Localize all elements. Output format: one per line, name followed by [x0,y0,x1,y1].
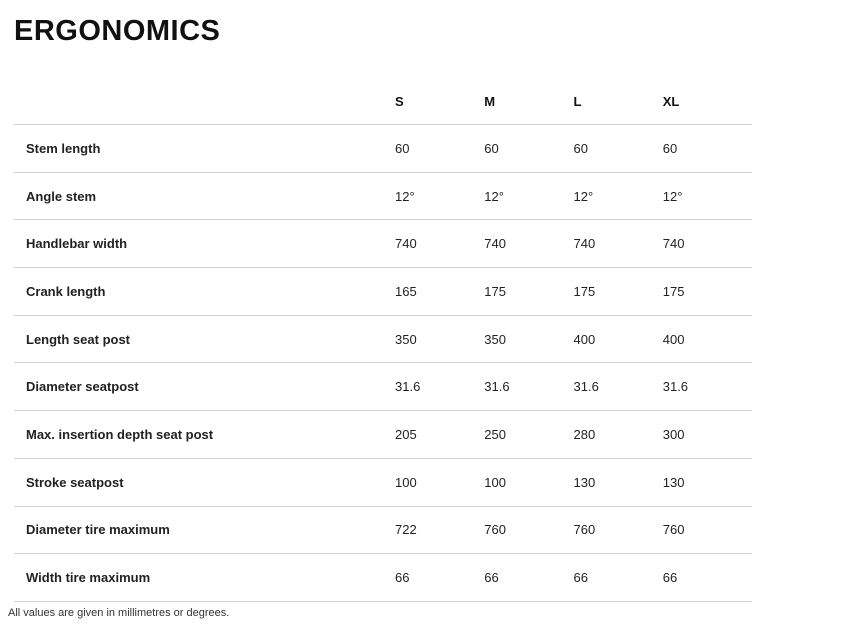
row-value-s: 12° [395,172,484,220]
table-header [14,78,752,125]
row-value-s: 66 [395,554,484,602]
row-value-m: 760 [484,506,573,554]
column-header-s: S [395,78,484,125]
row-label: Diameter tire maximum [14,506,395,554]
row-value-s: 165 [395,268,484,316]
row-value-xl: 130 [663,458,752,506]
row-value-s: 31.6 [395,363,484,411]
row-value-l: 760 [574,506,663,554]
table-row [14,458,752,506]
row-value-s: 205 [395,411,484,459]
row-value-l: 400 [574,315,663,363]
table-body [14,125,752,602]
column-header-l: L [574,78,663,125]
row-value-xl: 400 [663,315,752,363]
row-value-s: 722 [395,506,484,554]
row-value-xl: 31.6 [663,363,752,411]
row-label: Diameter seatpost [14,363,395,411]
table-row [14,506,752,554]
row-value-s: 100 [395,458,484,506]
row-label: Handlebar width [14,220,395,268]
row-value-m: 100 [484,458,573,506]
table-row [14,554,752,602]
row-label: Angle stem [14,172,395,220]
table-row [14,268,752,316]
table-row [14,125,752,173]
table-row [14,411,752,459]
table-footnote: All values are given in millimetres or degrees. [8,607,230,619]
row-label: Stem length [14,125,395,173]
row-value-m: 60 [484,125,573,173]
row-value-l: 31.6 [574,363,663,411]
row-label: Length seat post [14,315,395,363]
row-value-m: 250 [484,411,573,459]
row-value-l: 66 [574,554,663,602]
row-value-xl: 12° [663,172,752,220]
column-header-spec [14,78,395,125]
row-value-xl: 760 [663,506,752,554]
row-value-m: 31.6 [484,363,573,411]
row-value-m: 740 [484,220,573,268]
row-value-l: 280 [574,411,663,459]
column-header-xl: XL [663,78,752,125]
row-value-xl: 60 [663,125,752,173]
row-value-l: 130 [574,458,663,506]
row-value-xl: 175 [663,268,752,316]
column-header-m: M [484,78,573,125]
row-value-m: 66 [484,554,573,602]
row-value-m: 350 [484,315,573,363]
row-label: Max. insertion depth seat post [14,411,395,459]
table-row [14,363,752,411]
row-value-s: 740 [395,220,484,268]
table-row [14,220,752,268]
row-value-m: 12° [484,172,573,220]
row-value-l: 12° [574,172,663,220]
row-value-m: 175 [484,268,573,316]
row-value-l: 740 [574,220,663,268]
row-label: Width tire maximum [14,554,395,602]
row-value-s: 60 [395,125,484,173]
row-value-xl: 300 [663,411,752,459]
row-value-l: 60 [574,125,663,173]
row-value-s: 350 [395,315,484,363]
row-label: Stroke seatpost [14,458,395,506]
table-row [14,172,752,220]
table-header-row [14,78,752,125]
table-row [14,315,752,363]
row-value-l: 175 [574,268,663,316]
page-title: ERGONOMICS [14,15,221,47]
row-value-xl: 740 [663,220,752,268]
ergonomics-spec-table [14,78,752,602]
row-label: Crank length [14,268,395,316]
row-value-xl: 66 [663,554,752,602]
